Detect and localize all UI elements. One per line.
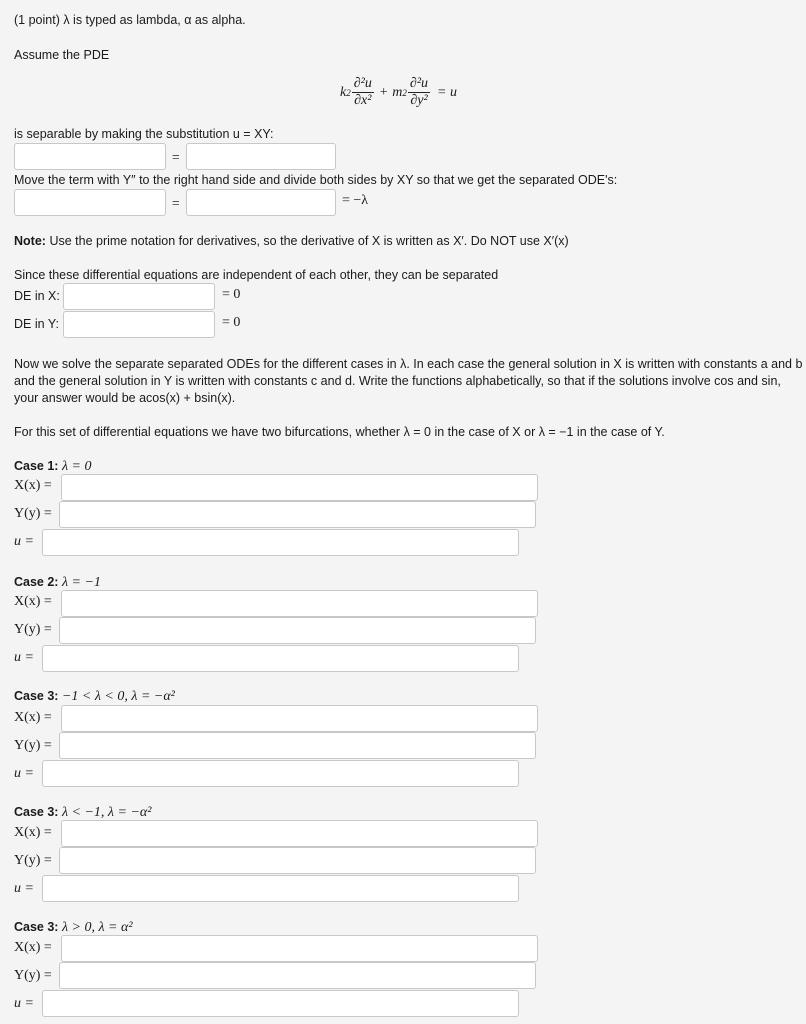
since-text: Since these differential equations are independent of each other, they can be separated — [14, 268, 499, 282]
case-label: Case 3: — [14, 920, 59, 934]
separated-middle-input[interactable] — [186, 189, 336, 216]
case-3a-x-label: X(x) = — [14, 710, 52, 725]
pde-rhs: = u — [437, 84, 457, 100]
case-1-title — [14, 459, 91, 475]
pde-frac-y — [408, 76, 430, 109]
note-text: Use the prime notation for derivatives, so the derivative of X is written as X′. Do NOT use X′(x) — [49, 234, 569, 248]
pde-den1: ∂x² — [354, 93, 372, 108]
case-3c-x-label: X(x) = — [14, 940, 52, 955]
substitution-left-input[interactable] — [14, 143, 166, 170]
pde-frac-x — [352, 76, 374, 109]
separated-left-input[interactable] — [14, 189, 166, 216]
case-label: Case 1: — [14, 459, 59, 473]
case-2-title — [14, 575, 101, 591]
note — [14, 234, 569, 248]
separated-equals: = — [172, 195, 180, 210]
case-1-y-input[interactable] — [59, 501, 536, 528]
assume-text: Assume the PDE — [14, 48, 110, 62]
case-1-u-input[interactable] — [42, 529, 519, 556]
case-1-x-label: X(x) = — [14, 478, 52, 493]
case-3b-u-input[interactable] — [42, 875, 519, 902]
pde-m: m — [392, 84, 403, 100]
de-y-eq-zero: = 0 — [222, 315, 241, 330]
case-3b-x-input[interactable] — [61, 820, 538, 847]
case-2-y-label: Y(y) = — [14, 622, 52, 637]
solve-text-line1: Now we solve the separate separated ODEs for the different cases in λ. In each case the general solution in X is written with constants a and b — [14, 357, 803, 371]
pde-k-exp: 2 — [346, 87, 351, 98]
case-3c-u-input[interactable] — [42, 990, 519, 1017]
pde-equation — [340, 76, 457, 109]
case-3b-x-label: X(x) = — [14, 825, 52, 840]
case-2-x-input[interactable] — [61, 590, 538, 617]
case-condition: λ > 0, λ = α² — [61, 920, 133, 935]
case-2-x-label: X(x) = — [14, 594, 52, 609]
case-3a-y-input[interactable] — [59, 732, 536, 759]
case-3a-x-input[interactable] — [61, 705, 538, 732]
case-3a-u-input[interactable] — [42, 760, 519, 787]
case-2-y-input[interactable] — [59, 617, 536, 644]
pde-num2: ∂²u — [409, 76, 429, 91]
de-x-input[interactable] — [63, 283, 215, 310]
case-3b-title — [14, 805, 151, 821]
case-3a-title — [14, 689, 175, 705]
note-label: Note: — [14, 234, 46, 248]
case-label: Case 3: — [14, 805, 59, 819]
case-3c-u-label: u = — [14, 996, 34, 1011]
case-3b-u-label: u = — [14, 881, 34, 896]
de-y-input[interactable] — [63, 311, 215, 338]
pde-plus: + — [378, 84, 389, 100]
bifurcation-text: For this set of differential equations we have two bifurcations, whether λ = 0 in the case of X or λ = −1 in the case of Y. — [14, 425, 665, 439]
case-condition: −1 < λ < 0, λ = −α² — [61, 689, 175, 704]
substitution-right-input[interactable] — [186, 143, 336, 170]
case-1-y-label: Y(y) = — [14, 506, 52, 521]
move-term-text: Move the term with Y″ to the right hand side and divide both sides by XY so that we get the separated ODE's: — [14, 173, 618, 187]
solve-text-line3: your answer would be acos(x) + bsin(x). — [14, 391, 236, 405]
case-condition: λ = −1 — [61, 575, 101, 590]
pde-num1: ∂²u — [353, 76, 372, 91]
de-x-eq-zero: = 0 — [222, 287, 241, 302]
case-condition: λ = 0 — [61, 459, 92, 474]
solve-text-line2: and the general solution in Y is written with constants c and d. Write the functions alphabetically, so that if the solutions involve cos and sin, — [14, 374, 781, 388]
case-3a-y-label: Y(y) = — [14, 738, 52, 753]
de-x-label: DE in X: — [14, 289, 60, 303]
pde-k: k — [340, 84, 347, 100]
header-text: (1 point) λ is typed as lambda, α as alpha. — [14, 13, 246, 27]
de-y-label: DE in Y: — [14, 317, 59, 331]
case-2-u-input[interactable] — [42, 645, 519, 672]
case-2-u-label: u = — [14, 650, 34, 665]
case-3c-title — [14, 920, 133, 936]
case-3c-y-label: Y(y) = — [14, 968, 52, 983]
separable-text: is separable by making the substitution u = XY: — [14, 127, 274, 141]
substitution-equals: = — [172, 149, 180, 164]
pde-den2: ∂y² — [410, 93, 428, 108]
case-1-x-input[interactable] — [61, 474, 538, 501]
case-3b-y-label: Y(y) = — [14, 853, 52, 868]
case-1-u-label: u = — [14, 534, 34, 549]
pde-m-exp: 2 — [402, 87, 407, 98]
minus-lambda: = −λ — [342, 193, 369, 208]
case-3c-y-input[interactable] — [59, 962, 536, 989]
case-label: Case 2: — [14, 575, 59, 589]
case-3b-y-input[interactable] — [59, 847, 536, 874]
case-label: Case 3: — [14, 689, 59, 703]
case-condition: λ < −1, λ = −α² — [61, 805, 152, 820]
case-3a-u-label: u = — [14, 766, 34, 781]
case-3c-x-input[interactable] — [61, 935, 538, 962]
